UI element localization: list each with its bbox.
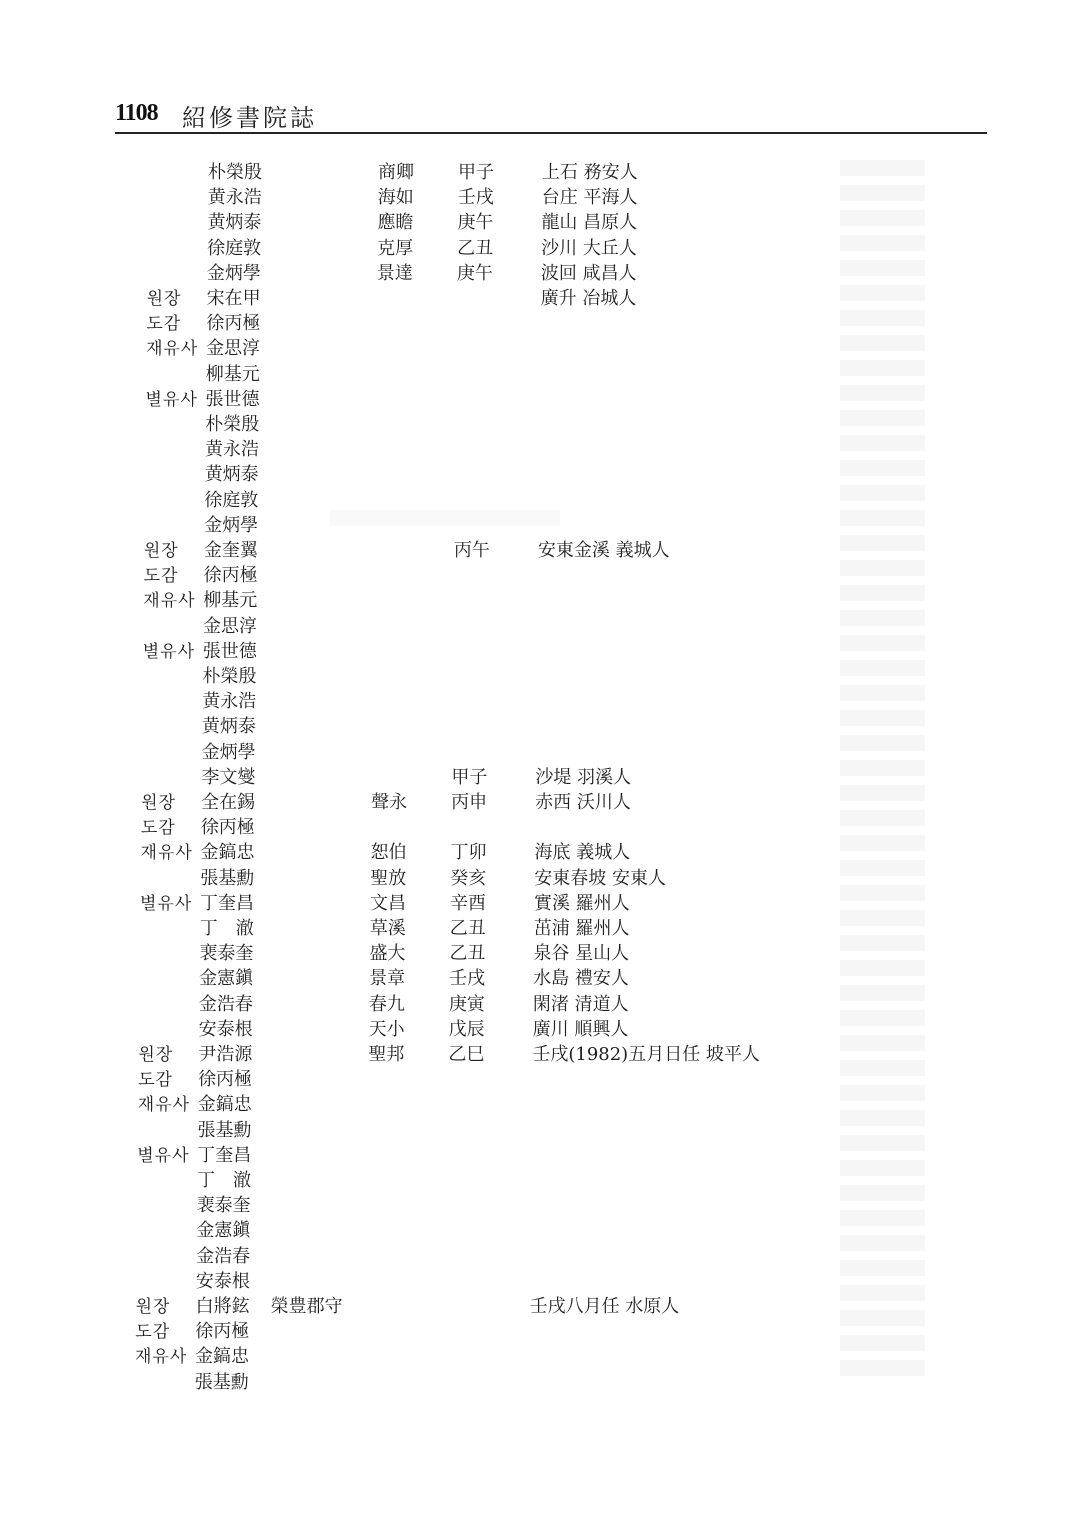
entry-place: 龍山 昌原人 xyxy=(541,212,638,234)
entry-name: 金炳學 xyxy=(206,262,261,284)
roster-entry xyxy=(140,916,900,942)
roster-entry xyxy=(136,1244,896,1270)
roster-entry xyxy=(137,1143,897,1169)
roster-entry xyxy=(141,815,901,841)
entry-name: 金鎬忠 xyxy=(195,1346,250,1368)
roster-entry xyxy=(143,639,903,665)
roster-entry xyxy=(136,1294,896,1320)
entry-role: 재유사 xyxy=(143,591,196,612)
roster-entry xyxy=(142,714,902,740)
entry-name: 金思淳 xyxy=(206,338,261,360)
roster-entry xyxy=(140,866,900,892)
roster-entry xyxy=(137,1193,897,1219)
entry-name: 徐丙極 xyxy=(200,817,255,839)
entry-year: 甲子 xyxy=(458,162,494,183)
entry-year: 庚午 xyxy=(457,212,494,234)
entry-place: 赤西 沃川人 xyxy=(535,792,631,813)
entry-year: 壬戌 xyxy=(449,968,486,990)
roster-entry xyxy=(141,790,901,816)
roster-entry xyxy=(145,462,905,488)
entry-place: 上石 務安人 xyxy=(542,162,638,183)
entry-role: 도감 xyxy=(146,314,182,335)
entry-name: 徐庭敦 xyxy=(207,237,262,259)
entry-name: 丁奎昌 xyxy=(197,1144,252,1166)
entry-role: 재유사 xyxy=(146,339,199,360)
entry-role: 별유사 xyxy=(137,1145,190,1166)
entry-name: 張基勳 xyxy=(200,867,255,889)
roster-entry xyxy=(147,261,907,287)
entry-place: 泉谷 星山人 xyxy=(533,943,630,965)
roster-entry xyxy=(147,286,907,312)
roster-entry xyxy=(143,588,903,614)
entry-name: 徐丙極 xyxy=(198,1069,253,1091)
entry-place: 閑渚 清道人 xyxy=(532,993,629,1015)
entry-name: 金浩春 xyxy=(196,1245,251,1267)
roster-entry xyxy=(148,160,908,186)
entry-name: 丁 澈 xyxy=(199,918,254,939)
entry-name: 安泰根 xyxy=(195,1270,250,1292)
roster-entry xyxy=(138,1042,898,1068)
roster-entry xyxy=(144,563,904,589)
entry-name: 徐丙極 xyxy=(203,565,258,587)
entry-name: 朴榮殷 xyxy=(205,414,260,435)
entry-role: 원장 xyxy=(141,793,176,813)
roster-entry xyxy=(135,1319,895,1345)
entry-year: 丙午 xyxy=(453,540,490,561)
roster-entry xyxy=(144,538,904,564)
entry-year: 庚午 xyxy=(456,262,493,284)
entry-year: 乙丑 xyxy=(457,237,494,259)
entry-name: 徐丙極 xyxy=(195,1321,250,1343)
roster-entry xyxy=(141,840,901,866)
entry-name: 金憲鎭 xyxy=(199,968,254,990)
entry-style: 景章 xyxy=(369,968,406,990)
entry-style: 克厚 xyxy=(377,237,414,259)
entry-place: 海底 義城人 xyxy=(534,842,631,864)
entry-role: 재유사 xyxy=(135,1347,188,1368)
entry-place: 廣升 冶城人 xyxy=(540,288,637,309)
roster-entry xyxy=(147,236,907,262)
entry-place: 安東金溪 義城人 xyxy=(537,540,670,561)
roster-entry xyxy=(143,614,903,640)
entry-name: 金鎬忠 xyxy=(200,842,255,864)
entry-style: 草溪 xyxy=(369,918,406,939)
entry-style: 聲永 xyxy=(371,792,408,813)
roster-entry xyxy=(146,336,906,362)
entry-name: 張世德 xyxy=(202,640,257,662)
entry-style: 天小 xyxy=(368,1018,405,1040)
roster-entry xyxy=(136,1218,896,1244)
entry-style: 應瞻 xyxy=(377,212,414,234)
entry-name: 徐丙極 xyxy=(206,313,261,335)
entry-role: 별유사 xyxy=(140,893,193,914)
entry-year: 丙申 xyxy=(451,792,488,813)
roster-entry xyxy=(135,1370,895,1396)
entry-place: 茁浦 羅州人 xyxy=(533,918,630,939)
entry-year: 丁卯 xyxy=(450,842,487,864)
entry-role: 재유사 xyxy=(137,1095,191,1116)
roster-entry xyxy=(142,689,902,715)
entry-year: 甲子 xyxy=(451,766,488,788)
entry-name: 金鎬忠 xyxy=(197,1094,252,1116)
roster-entry xyxy=(138,1092,898,1118)
entry-place: 廣川 順興人 xyxy=(532,1018,629,1040)
entry-name: 黄炳泰 xyxy=(204,464,259,486)
entry-year: 壬戌 xyxy=(457,187,494,209)
entry-name: 安泰根 xyxy=(198,1018,253,1040)
entry-name: 丁 澈 xyxy=(196,1170,251,1191)
roster-entry xyxy=(142,740,902,766)
page-number: 1108 xyxy=(115,100,158,126)
roster-entry xyxy=(144,488,904,514)
entry-name: 柳基元 xyxy=(205,363,260,385)
roster-entry xyxy=(145,412,905,438)
entry-role: 원장 xyxy=(146,289,182,309)
entry-year: 辛酉 xyxy=(450,892,486,914)
entry-name: 金浩春 xyxy=(198,993,253,1015)
entry-name: 白將鉉 xyxy=(195,1296,250,1317)
entry-year: 乙丑 xyxy=(449,943,486,965)
entry-style: 聖放 xyxy=(370,867,407,889)
roster-entry xyxy=(147,210,907,236)
entry-name: 柳基元 xyxy=(203,590,258,612)
entry-name: 金炳學 xyxy=(201,741,256,763)
entry-year: 庚寅 xyxy=(448,993,485,1015)
roster-entry xyxy=(144,513,904,539)
roster-entry xyxy=(139,992,899,1018)
entry-role: 도감 xyxy=(143,566,179,587)
roster-entry xyxy=(136,1269,896,1295)
entry-place: 沙川 大丘人 xyxy=(541,237,637,259)
entry-year: 戊辰 xyxy=(448,1018,485,1040)
entry-name: 徐庭敦 xyxy=(204,489,259,511)
roster-entry xyxy=(148,185,908,211)
entry-name: 黄永浩 xyxy=(202,691,257,713)
entry-name: 黄永浩 xyxy=(204,439,259,461)
entry-year: 癸亥 xyxy=(450,867,487,889)
entry-name: 朴榮殷 xyxy=(202,666,257,687)
entry-name: 黄炳泰 xyxy=(207,212,262,234)
entry-name: 金奎翼 xyxy=(203,540,258,561)
roster-entry xyxy=(142,664,902,690)
entry-place: 實溪 羅州人 xyxy=(534,892,630,914)
roster-entry xyxy=(139,1017,899,1043)
roster-entry xyxy=(138,1067,898,1093)
entry-place: 台庄 平海人 xyxy=(541,187,638,209)
entry-name: 裵泰奎 xyxy=(196,1195,251,1217)
entry-place: 沙堤 羽溪人 xyxy=(535,766,632,788)
entry-name: 金思淳 xyxy=(203,615,258,637)
entry-name: 尹浩源 xyxy=(198,1044,253,1065)
entry-style: 景達 xyxy=(376,262,413,284)
entry-name: 金炳學 xyxy=(204,514,259,536)
entry-place: 波回 咸昌人 xyxy=(540,262,637,284)
entry-year: 乙巳 xyxy=(448,1044,485,1065)
entry-role: 별유사 xyxy=(145,389,198,410)
entry-place: 壬戌(1982)五月日任 坡平人 xyxy=(532,1044,760,1065)
entry-style: 文昌 xyxy=(370,892,406,914)
entry-year: 乙丑 xyxy=(449,918,486,939)
roster-entry xyxy=(139,941,899,967)
entry-style: 恕伯 xyxy=(370,842,407,864)
entry-name: 黄永浩 xyxy=(207,187,262,209)
entry-place: 水島 禮安人 xyxy=(533,968,629,990)
entry-style: 海如 xyxy=(377,187,414,209)
roster-entry xyxy=(138,1118,898,1144)
entry-role: 도감 xyxy=(138,1070,173,1091)
entry-role: 별유사 xyxy=(142,641,196,662)
entry-role: 도감 xyxy=(135,1322,171,1343)
entry-name: 張基勳 xyxy=(197,1119,252,1141)
entry-role: 원장 xyxy=(143,541,179,561)
entry-name: 金憲鎭 xyxy=(196,1220,251,1242)
roster-entry xyxy=(139,966,899,992)
entry-name: 黄炳泰 xyxy=(201,716,256,738)
entry-style: 盛大 xyxy=(369,943,406,965)
entry-name: 李文燮 xyxy=(201,766,256,788)
roster-entry xyxy=(146,387,906,413)
roster-entry xyxy=(141,765,901,791)
entry-place: 安東春坡 安東人 xyxy=(534,867,666,889)
entry-style: 商卿 xyxy=(378,162,414,183)
entry-name: 全在錫 xyxy=(201,792,256,813)
entry-name: 宋在甲 xyxy=(206,288,261,309)
entry-name: 裵泰奎 xyxy=(199,943,254,965)
entry-role: 원장 xyxy=(135,1297,171,1317)
entry-name: 張世德 xyxy=(205,388,260,410)
entry-role: 재유사 xyxy=(140,843,193,864)
roster-entry xyxy=(146,362,906,388)
roster-entry xyxy=(137,1168,897,1194)
entry-place: 壬戌八月任 水原人 xyxy=(529,1296,680,1317)
entry-name: 丁奎昌 xyxy=(200,892,254,914)
entry-name: 張基勳 xyxy=(194,1371,249,1393)
entry-style: 聖邦 xyxy=(368,1044,405,1065)
entry-role: 원장 xyxy=(138,1045,174,1065)
entry-note: 榮豊郡守 xyxy=(270,1296,343,1317)
entry-style: 春九 xyxy=(368,993,405,1015)
roster-entry xyxy=(140,891,900,917)
entry-name: 朴榮殷 xyxy=(208,162,262,183)
entry-role: 도감 xyxy=(140,818,176,839)
book-title: 紹修書院誌 xyxy=(182,104,317,132)
roster-entry xyxy=(135,1344,895,1370)
roster-entry xyxy=(145,437,905,463)
roster-entry xyxy=(146,311,906,337)
